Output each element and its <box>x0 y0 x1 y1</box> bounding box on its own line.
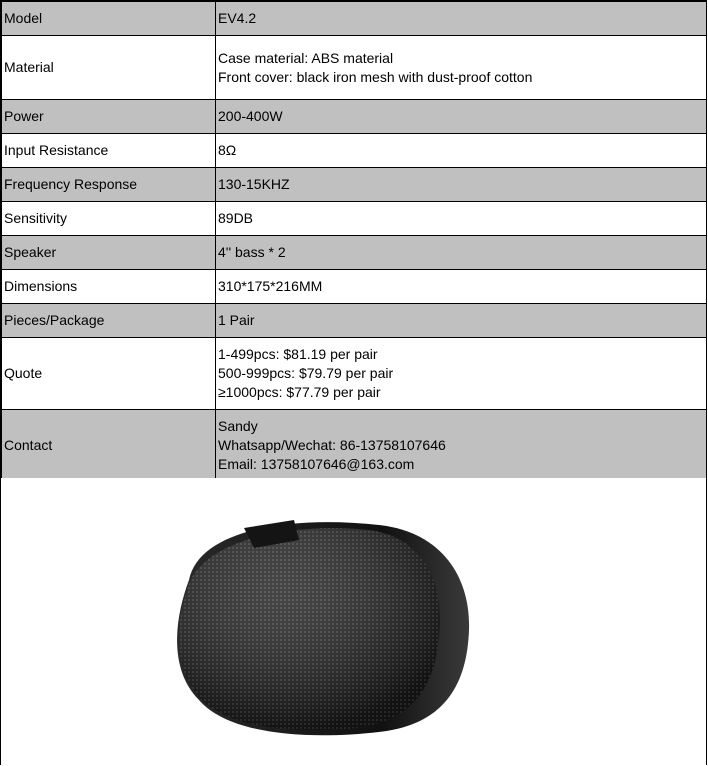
spec-value-line: 500-999pcs: $79.79 per pair <box>218 365 394 381</box>
spec-label: Power <box>2 100 216 134</box>
speaker-highlight <box>179 528 440 730</box>
spec-label: Dimensions <box>2 270 216 304</box>
spec-value-line: Email: 13758107646@163.com <box>218 456 415 472</box>
spec-row-frequency-response <box>2 168 707 202</box>
spec-value <box>216 134 707 168</box>
spec-value <box>216 236 707 270</box>
spec-value-line: Front cover: black iron mesh with dust-proof cotton <box>218 68 533 85</box>
spec-label: Sensitivity <box>2 202 216 236</box>
spec-value <box>216 36 707 100</box>
spec-value <box>216 100 707 134</box>
spec-value-line: 310*175*216MM <box>218 278 323 294</box>
spec-label: Material <box>2 36 216 100</box>
spec-row-material <box>2 36 707 100</box>
spec-label: Model <box>2 2 216 36</box>
spec-value-line: 89DB <box>218 210 254 226</box>
spec-row-sensitivity <box>2 202 707 236</box>
spec-value <box>216 168 707 202</box>
spec-value-line: Case material: ABS material <box>218 49 394 66</box>
spec-value <box>216 270 707 304</box>
spec-row-speaker <box>2 236 707 270</box>
spec-value-line: 130-15KHZ <box>218 176 290 192</box>
spec-value-line: 1 Pair <box>218 312 255 328</box>
spec-label: Quote <box>2 338 216 410</box>
spec-value-line: 200-400W <box>218 108 283 124</box>
spec-row-model <box>2 2 707 36</box>
spec-row-contact <box>2 410 707 482</box>
spec-label: Pieces/Package <box>2 304 216 338</box>
spec-row-pieces-package <box>2 304 707 338</box>
spec-label: Frequency Response <box>2 168 216 202</box>
spec-value-line: 4'' bass * 2 <box>218 244 286 260</box>
spec-label: Contact <box>2 410 216 482</box>
product-photo-area <box>1 478 706 765</box>
spec-value <box>216 338 707 410</box>
spec-value <box>216 2 707 36</box>
spec-row-quote <box>2 338 707 410</box>
spec-value-line: 1-499pcs: $81.19 per pair <box>218 346 378 362</box>
spec-label: Input Resistance <box>2 134 216 168</box>
spec-row-dimensions <box>2 270 707 304</box>
spec-table <box>1 1 707 482</box>
spec-value-line: Sandy <box>218 418 258 434</box>
spec-value <box>216 304 707 338</box>
spec-row-input-resistance <box>2 134 707 168</box>
spec-value-line: ≥1000pcs: $77.79 per pair <box>218 384 381 400</box>
spec-row-power <box>2 100 707 134</box>
spec-value <box>216 410 707 482</box>
spec-value-line: 8Ω <box>218 142 237 158</box>
speaker-image <box>159 510 479 750</box>
spec-value <box>216 202 707 236</box>
spec-value-line: EV4.2 <box>218 10 257 26</box>
spec-label: Speaker <box>2 236 216 270</box>
spec-value-line: Whatsapp/Wechat: 86-13758107646 <box>218 437 446 453</box>
